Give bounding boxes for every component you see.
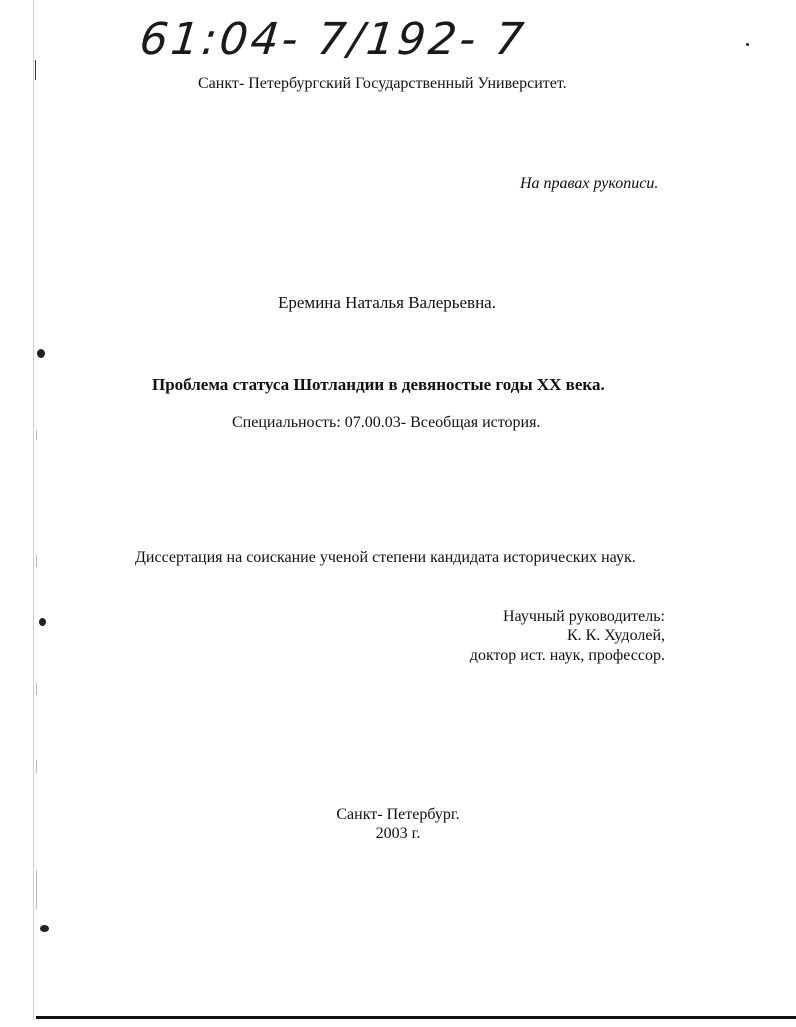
city: Санкт- Петербург. (336, 806, 460, 823)
author-name: Еремина Наталья Валерьевна. (278, 293, 496, 312)
scan-mark (36, 870, 37, 910)
rights-note: На правах рукописи. (520, 175, 659, 192)
scan-mark (36, 555, 37, 567)
scan-mark (36, 683, 37, 695)
binding-hole-mark (37, 349, 45, 358)
university-name: Санкт- Петербургский Государственный Университет. (198, 75, 567, 92)
handwritten-catalog-code: 61:04- 7/192- 7 (137, 14, 530, 65)
binding-hole-mark (40, 925, 49, 932)
advisor-label: Научный руководитель: (502, 608, 665, 625)
dissertation-title: Проблема статуса Шотландии в девяностые годы XX века. (152, 375, 605, 394)
scan-margin-line (33, 0, 34, 1020)
binding-hole-mark (39, 618, 46, 626)
year: 2003 г. (375, 825, 421, 842)
scan-bottom-edge (36, 1016, 796, 1019)
advisor-degree: доктор ист. наук, профессор. (469, 647, 665, 664)
degree-statement: Диссертация на соискание ученой степени кандидата исторических наук. (135, 549, 636, 566)
advisor-name: К. К. Худолей, (566, 627, 665, 644)
scan-mark (36, 430, 37, 440)
scan-speck (746, 43, 749, 46)
scan-mark (35, 60, 36, 80)
scan-mark (36, 760, 37, 774)
specialty: Специальность: 07.00.03- Всеобщая история. (232, 414, 541, 431)
